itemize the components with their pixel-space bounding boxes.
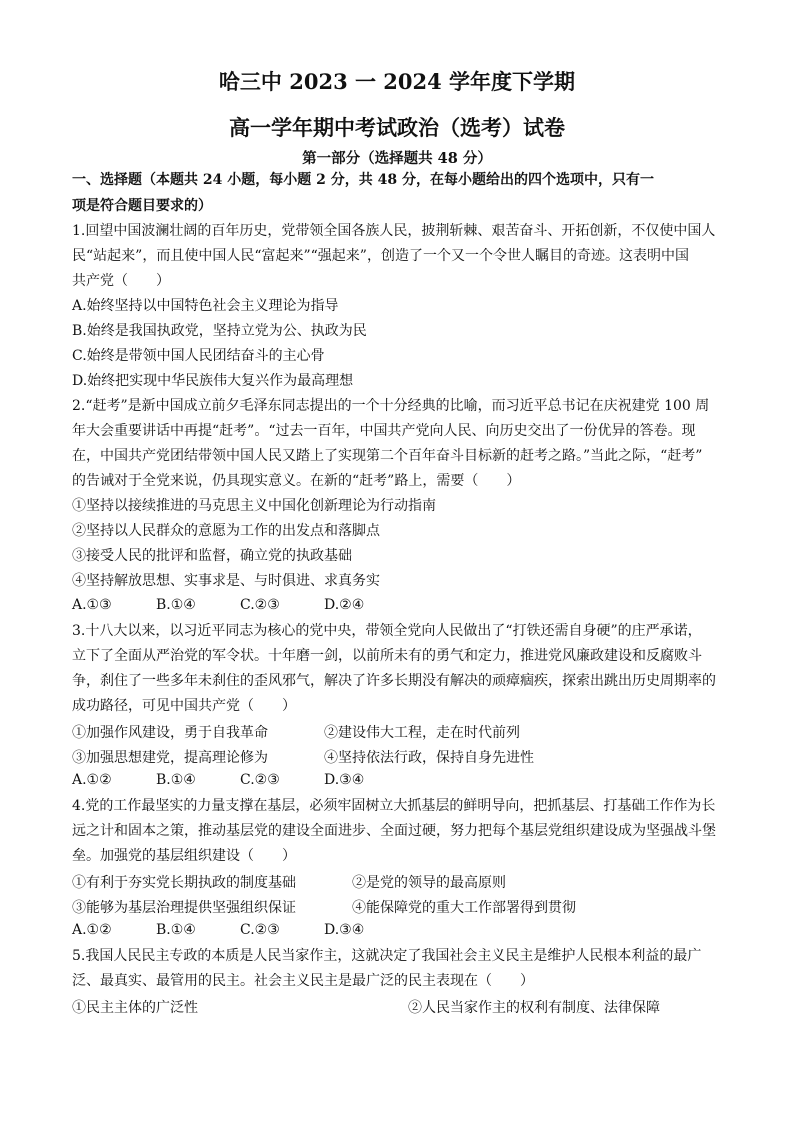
question-stem: 共产党（ ） (72, 273, 170, 289)
question-stem: 年大会重要讲话中再提“赶考”。“过去一百年，中国共产党向人民、向历史交出了一份优异的答卷。现 (72, 423, 696, 439)
question-stem: 4.党的工作最坚实的力量支撑在基层，必须牢固树立大抓基层的鲜明导向，把抓基层、打基础工作作为长 (72, 798, 716, 814)
section-heading: 一、选择题（本题共 24 小题，每小题 2 分，共 48 分，在每小题给出的四个选项中，只有一 (72, 172, 654, 188)
question-stem: 远之计和固本之策，推动基层党的建设全面进步、全面过硬，努力把每个基层党组织建设成为坚强战斗堡 (72, 823, 716, 839)
answer-choice: A.①② (72, 772, 112, 788)
statement-item: ③能够为基层治理提供坚强组织保证 (72, 900, 296, 916)
answer-option: B.始终是我国执政党，坚持立党为公、执政为民 (72, 323, 367, 339)
answer-choice: D.②④ (324, 597, 365, 613)
answer-option: C.始终是带领中国人民团结奋斗的主心骨 (72, 348, 325, 364)
question-stem: 泛、最真实、最管用的民主。社会主义民主是最广泛的民主表现在（ ） (72, 973, 534, 989)
question-stem: 争，刹住了一些多年未刹住的歪风邪气，解决了许多长期没有解决的顽瘴痼疾，探索出跳出历史周期率的 (72, 673, 716, 689)
answer-choice: A.①② (72, 922, 112, 938)
statement-item: ④坚持解放思想、实事求是、与时俱进、求真务实 (72, 573, 380, 589)
answer-choice: B.①④ (156, 597, 196, 613)
question-stem: 垒。加强党的基层组织建设（ ） (72, 848, 296, 864)
answer-choice: D.③④ (324, 922, 365, 938)
statement-item: ③加强思想建党，提高理论修为 (72, 750, 268, 766)
question-stem: 成功路径，可见中国共产党（ ） (72, 698, 296, 714)
question-stem: 立下了全面从严治党的军令状。十年磨一剑，以前所未有的勇气和定力，推进党风廉政建设和反腐败斗 (72, 648, 702, 664)
exam-title-line2: 高一学年期中考试政治（选考）试卷 (229, 115, 565, 140)
statement-item: ②坚持以人民群众的意愿为工作的出发点和落脚点 (72, 523, 380, 539)
answer-choice: A.①③ (72, 597, 112, 613)
question-stem: 5.我国人民民主专政的本质是人民当家作主，这就决定了我国社会主义民主是维护人民根本利益的最广 (72, 948, 702, 964)
answer-choice: B.①④ (156, 772, 196, 788)
part-title: 第一部分（选择题共 48 分） (302, 150, 492, 167)
statement-item: ③接受人民的批评和监督，确立党的执政基础 (72, 548, 352, 564)
section-heading: 项是符合题目要求的） (72, 198, 212, 214)
statement-item: ④坚持依法行政，保持自身先进性 (324, 750, 534, 766)
question-stem: 1.回望中国波澜壮阔的百年历史，党带领全国各族人民，披荆斩棘、艰苦奋斗、开拓创新，不仅使中国人 (72, 223, 716, 239)
statement-item: ①坚持以接续推进的马克思主义中国化创新理论为行动指南 (72, 498, 436, 514)
statement-item: ①加强作风建设，勇于自我革命 (72, 725, 268, 741)
answer-option: A.始终坚持以中国特色社会主义理论为指导 (72, 298, 339, 314)
answer-choice: C.②③ (240, 597, 280, 613)
answer-option: D.始终把实现中华民族伟大复兴作为最高理想 (72, 373, 354, 389)
answer-choice: B.①④ (156, 922, 196, 938)
question-stem: 民“站起来”，而且使中国人民“富起来”“强起来”，创造了一个又一个令世人瞩目的奇迹。这表明中国 (72, 248, 689, 264)
question-stem: 在，中国共产党团结带领中国人民又踏上了实现第二个百年奋斗目标新的赶考之路。”当此之际，“赶考” (72, 448, 703, 464)
answer-choice: C.②③ (240, 772, 280, 788)
answer-choice: C.②③ (240, 922, 280, 938)
exam-title-line1: 哈三中 2023 一 2024 学年度下学期 (218, 69, 576, 94)
statement-item: ②建设伟大工程，走在时代前列 (324, 725, 520, 741)
answer-choice: D.③④ (324, 772, 365, 788)
statement-item: ④能保障党的重大工作部署得到贯彻 (352, 900, 576, 916)
statement-item: ①民主主体的广泛性 (72, 1000, 198, 1016)
statement-item: ②人民当家作主的权利有制度、法律保障 (408, 1000, 660, 1016)
question-stem: 2.“赶考”是新中国成立前夕毛泽东同志提出的一个十分经典的比喻，而习近平总书记在庆祝建党 100 周 (72, 398, 710, 414)
statement-item: ①有利于夯实党长期执政的制度基础 (72, 875, 296, 891)
question-stem: 的告诫对于全党来说，仍具现实意义。在新的“赶考”路上，需要（ ） (72, 473, 521, 489)
statement-item: ②是党的领导的最高原则 (352, 875, 506, 891)
question-stem: 3.十八大以来，以习近平同志为核心的党中央，带领全党向人民做出了“打铁还需自身硬”的庄严承诺， (72, 623, 702, 639)
